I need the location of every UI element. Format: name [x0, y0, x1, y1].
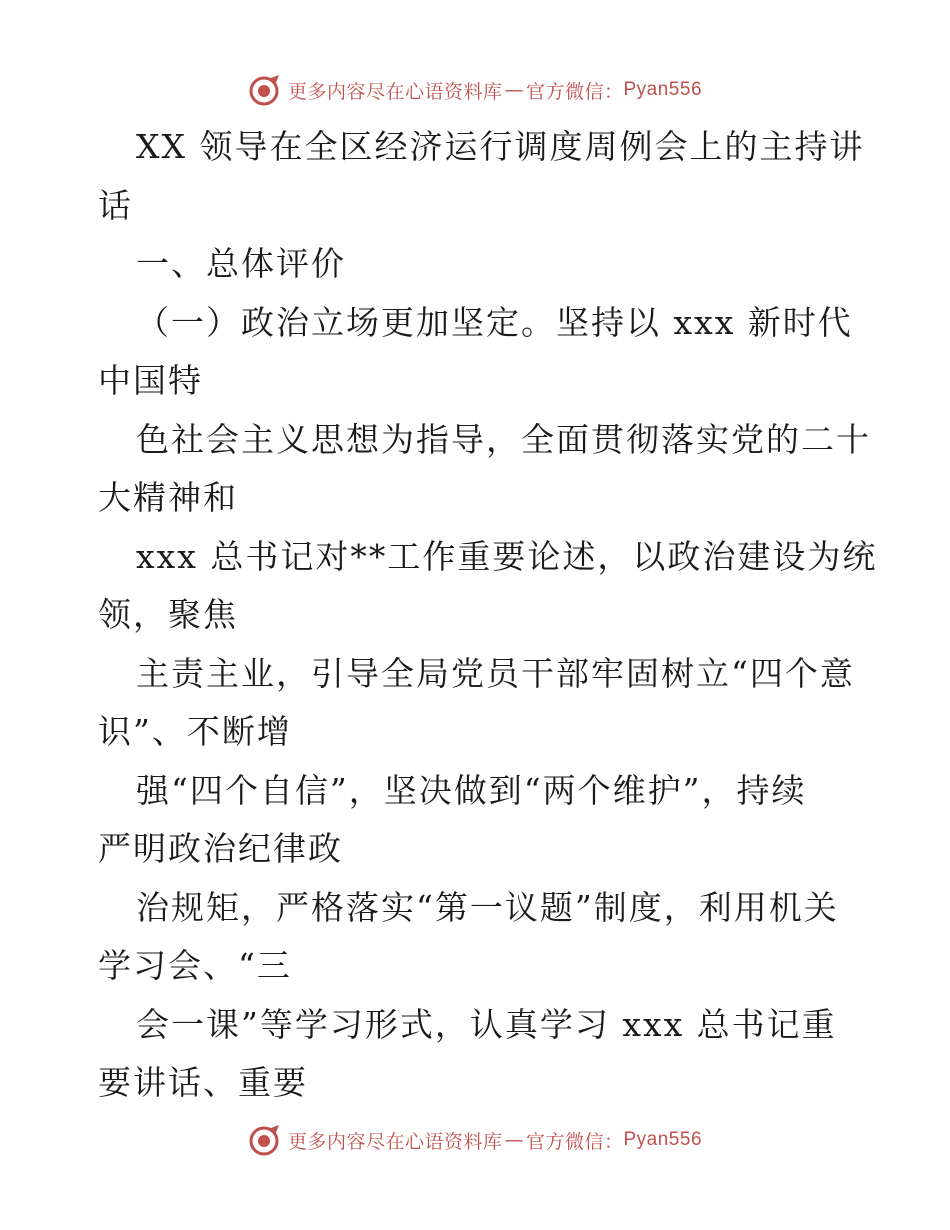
- paragraph-line: xxx 总书记对**工作重要论述，以政治建设为统: [136, 536, 878, 576]
- footer-watermark-banner: [0, 1120, 950, 1160]
- paragraph-line: 识”、不断增: [98, 712, 292, 751]
- paragraph-line: 会一课”等学习形式，认真学习 xxx 总书记重: [136, 1004, 837, 1044]
- banner-wechat-id: Pyan556: [623, 1129, 703, 1150]
- paragraph-line: 严明政治纪律政: [98, 829, 343, 868]
- title-line-1: XX 领导在全区经济运行调度周例会上的主持讲: [136, 127, 865, 166]
- banner-site-text: 更多内容尽在心语资料库: [287, 80, 503, 103]
- paragraph-line: 中国特: [98, 361, 203, 400]
- banner-wechat-id: Pyan556: [623, 79, 703, 100]
- section-heading: 一、总体评价: [136, 244, 346, 283]
- paragraph-line: 强“四个自信”，坚决做到“两个维护”，持续: [136, 770, 807, 810]
- logo-icon: [248, 73, 282, 107]
- paragraph-line: 治规矩，严格落实“第一议题”制度，利用机关: [136, 887, 839, 927]
- logo-icon: [248, 1123, 282, 1157]
- paragraph-line: 色社会主义思想为指导，全面贯彻落实党的二十: [136, 419, 871, 459]
- banner-separator: —: [504, 1129, 524, 1151]
- paragraph-line: 要讲话、重要: [98, 1063, 308, 1102]
- paragraph-line: 大精神和: [98, 478, 238, 517]
- paragraph-line: 主责主业，引导全局党员干部牢固树立“四个意: [136, 653, 855, 693]
- banner-label: 官方微信：: [525, 80, 624, 103]
- document-body: [98, 118, 878, 1113]
- paragraph-line: 学习会、“三: [98, 946, 292, 985]
- banner-label: 官方微信：: [525, 1130, 624, 1153]
- banner-site-text: 更多内容尽在心语资料库: [287, 1130, 503, 1153]
- title-line-2: 话: [98, 185, 133, 225]
- banner-separator: —: [504, 79, 524, 101]
- paragraph-line: （一）政治立场更加坚定。坚持以 xxx 新时代: [136, 302, 853, 342]
- paragraph-line: 领，聚焦: [98, 595, 238, 634]
- header-watermark-banner: [0, 70, 950, 110]
